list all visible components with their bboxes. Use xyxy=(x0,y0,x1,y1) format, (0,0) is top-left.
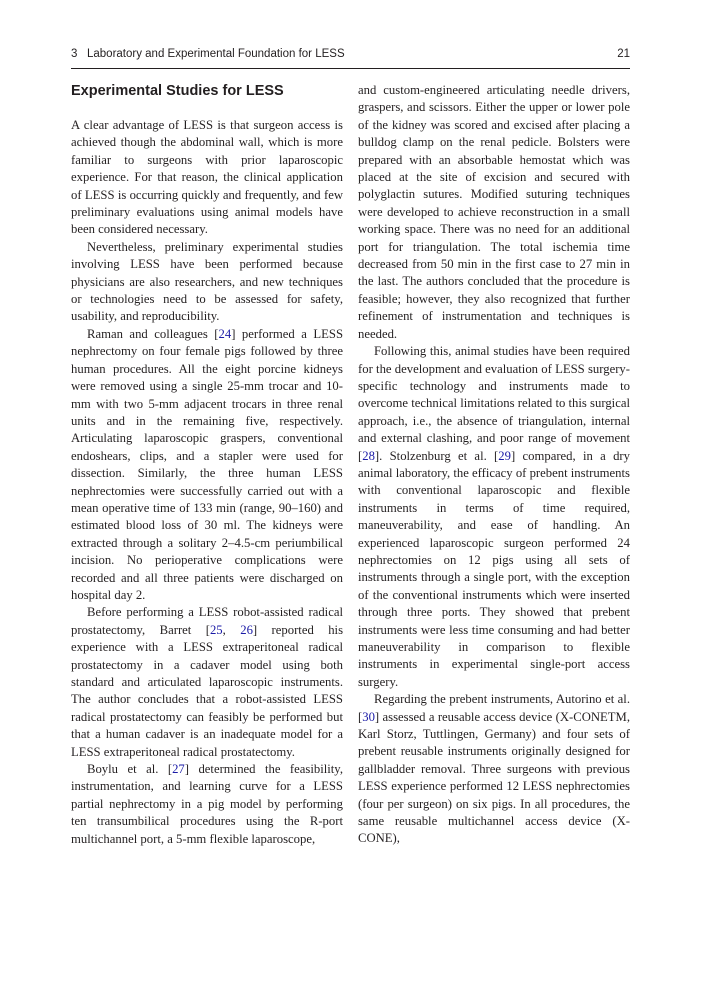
citation-link[interactable]: 25 xyxy=(209,622,223,637)
paragraph: Boylu et al. [27] determined the feasibility, instrumentation, and learning curve for a LESS partial nephrectomy in a pig model by performing ten transumbilical procedures using the R-port multichannel port, a 5-mm flexible laparoscope, xyxy=(71,762,343,846)
paragraph: Raman and colleagues [24] performed a LESS nephrectomy on four female pigs followed by three human procedures. All the eight porcine kidneys were removed using a single 25-mm trocar and 10-mm with two 5-mm adjacent trocars in three renal units and in the remaining five, respectively. Articulating laparoscopic graspers, conventional endoshears, clips, and a stapler were used for dissection. Similarly, the three human LESS nephrectomies were successfully carried out with a mean operative time of 133 min (range, 90–160) and estimated blood loss of 30 ml. The kidneys were extracted through a solitary 2–4.5-cm periumbilical incision. No perioperative complications were recorded and all three patients were discharged on hospital day 2. xyxy=(71,326,343,602)
left-column xyxy=(71,82,343,848)
paragraph: Following this, animal studies have been required for the development and evaluation of LESS surgery-specific technology and instruments made to overcome technical limitations related to this surgical approach, i.e., the absence of triangulation, internal and external clashing, and poor range of movement [28]. Stolzenburg et al. [29] compared, in a dry animal laboratory, the efficacy of prebent instruments with conventional laparoscopic and flexible instruments in terms of time required, maneuverability, and ease of handling. An experienced laparoscopic surgeon performed 24 nephrectomies on 12 pigs using all sets of instruments through a single port, with the exception of the conventional instruments which were inserted through three ports. They showed that prebent instruments were less time consuming and had better maneuverability in comparison to flexible instruments in experimental single-port access surgery. xyxy=(358,344,630,689)
right-column xyxy=(358,82,630,848)
section-title: Experimental Studies for LESS xyxy=(71,83,284,99)
paragraph: Nevertheless, preliminary experimental studies involving LESS have been performed because physicians are also researchers, and new techniques or technologies need to be assessed for safety, usability, and reproducibility. xyxy=(71,239,343,324)
citation-link[interactable]: 30 xyxy=(362,709,375,724)
running-head xyxy=(71,48,630,60)
citation-link[interactable]: 26 xyxy=(240,622,253,637)
citation-link[interactable]: 27 xyxy=(172,762,185,777)
paragraph: A clear advantage of LESS is that surgeon access is achieved though the abdominal wall, which is more familiar to surgeons with prior laparoscopic experience. For that reason, the clinical application of LESS is occurring quickly and frequently, and few preliminary evaluations using animal models have been considered necessary. xyxy=(71,118,343,237)
page-number: 21 xyxy=(617,48,630,60)
citation-link[interactable]: 29 xyxy=(498,448,511,463)
citation-link[interactable]: 28 xyxy=(362,448,375,463)
paragraph: Before performing a LESS robot-assisted radical prostatectomy, Barret [25, 26] reported his experience with a LESS extraperitoneal radical prostatectomy in a cadaver model using both standard and articulated laparoscopic instruments. The author concludes that a robot-assisted LESS radical prostatectomy can feasibly be performed but that a human cadaver is an inadequate model for a LESS extraperitoneal radical prostatectomy. xyxy=(71,605,344,759)
chapter-title: 3 Laboratory and Experimental Foundation for LESS xyxy=(71,48,345,60)
paragraph: and custom-engineered articulating needle drivers, graspers, and scissors. Either the upper or lower pole of the kidney was scored and excised after placing a bulldog clamp on the renal pedicle. Bolsters were prepared with an absorbable hemostat which was placed at the site of excision and secured with polyglactin sutures. Modified suturing techniques were developed to achieve reconstruction in a small working space. There was no need for an additional port for triangulation. The total ischemia time decreased from 50 min in the first case to 27 min in the last. The authors concluded that the procedure is feasible; however, they also recognized that further refinement of instrumentation and techniques is needed. xyxy=(358,83,630,341)
paragraph: Regarding the prebent instruments, Autorino et al. [30] assessed a reusable access device (X-CONETM, Karl Storz, Tuttlingen, Germany) and four sets of prebent reusable instruments originally designed for gallbladder removal. Three surgeons with previous LESS experience performed 12 LESS nephrectomies (four per surgeon) on six pigs. In all procedures, the same reusable multichannel access device (X-CONE), xyxy=(358,692,630,846)
header-rule xyxy=(71,68,630,69)
citation-link[interactable]: 24 xyxy=(218,326,232,341)
